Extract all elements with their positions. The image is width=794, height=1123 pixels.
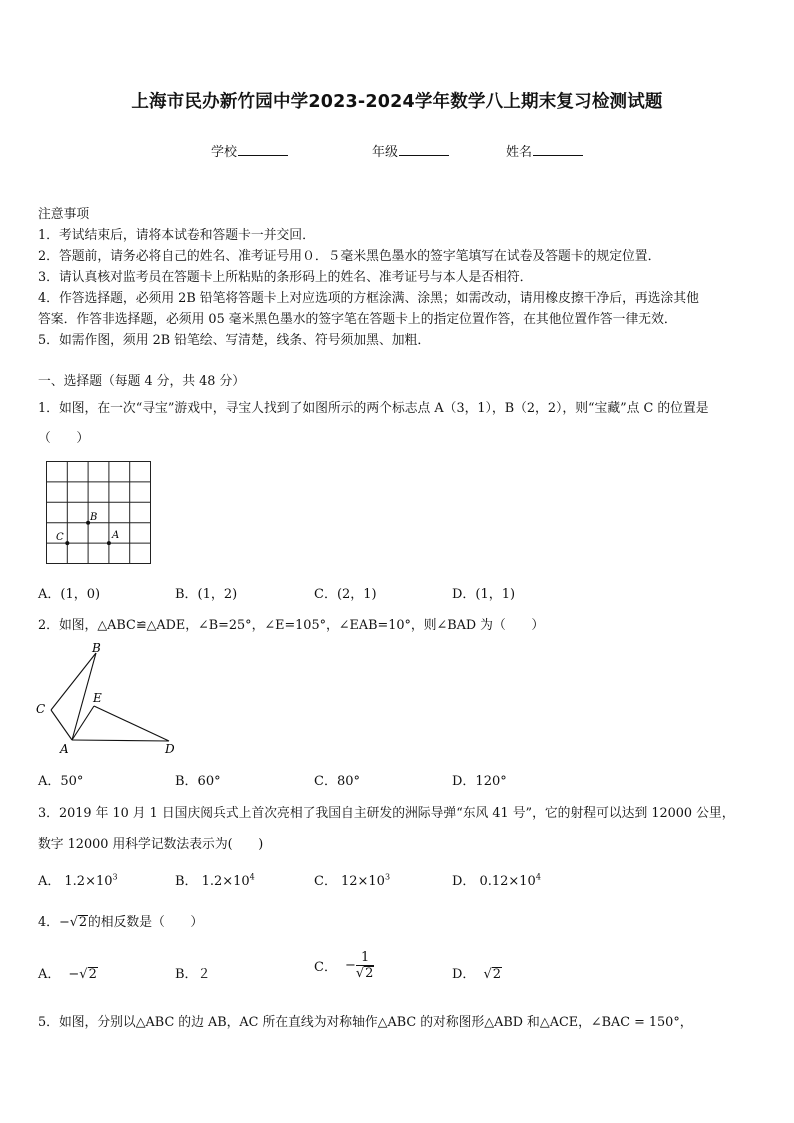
- notice-item: 5．如需作图，须用 2B 铅笔绘、写清楚，线条、符号须加黑、加粗．: [38, 333, 431, 348]
- grade-blank[interactable]: [399, 142, 449, 156]
- q2-triangle-figure: [34, 640, 180, 758]
- q2-option-c[interactable]: C．80°: [314, 774, 360, 789]
- q4-option-d[interactable]: D． √2: [452, 967, 502, 982]
- label-d: D: [165, 742, 175, 756]
- section-heading: 一、选择题（每题 4 分，共 48 分）: [38, 374, 246, 389]
- label-e: E: [93, 691, 102, 705]
- school-field[interactable]: [211, 141, 288, 160]
- notice-item: 3．请认真核对监考员在答题卡上所粘贴的条形码上的姓名、准考证号与本人是否相符．: [38, 270, 533, 285]
- q4-text: 4．−√2的相反数是（ ）: [38, 915, 204, 930]
- q5-text: 5．如图，分别以△ABC 的边 AB，AC 所在直线为对称轴作△ABC 的对称图形△ABD 和△ACE，∠BAC = 150°，: [38, 1015, 693, 1030]
- q1-option-b[interactable]: B．(1，2): [175, 587, 238, 602]
- q1-grid-figure: [44, 459, 154, 567]
- grade-label: 年级: [372, 145, 399, 160]
- q2-option-b[interactable]: B．60°: [175, 774, 221, 789]
- label-c: C: [56, 532, 64, 543]
- q3-option-d[interactable]: D． $0.12\times 10^4$: [452, 872, 541, 889]
- grade-field[interactable]: [372, 141, 449, 160]
- q1-option-d[interactable]: D．(1，1): [452, 587, 516, 602]
- page-title: 上海市民办新竹园中学2023-2024学年数学八上期末复习检测试题: [131, 92, 663, 112]
- notice-item: 4．作答选择题，必须用 2B 铅笔将答题卡上对应选项的方框涂满、涂黑；如需改动，请用橡皮擦干净后，再选涂其他: [38, 291, 699, 306]
- q3-option-b[interactable]: B． $1.2\times 10^4$: [175, 872, 255, 889]
- notice-item: 2．答题前，请务必将自己的姓名、准考证号用０．５毫米黑色墨水的签字笔填写在试卷及答题卡的规定位置．: [38, 249, 661, 264]
- sqrt-radicand: 2: [78, 915, 87, 930]
- notice-heading: 注意事项: [38, 207, 90, 222]
- school-blank[interactable]: [238, 142, 288, 156]
- q1-text: 1．如图，在一次“寻宝”游戏中，寻宝人找到了如图所示的两个标志点 A（3，1），B（2，2），则“宝藏”点 C 的位置是: [38, 401, 709, 416]
- school-label: 学校: [211, 145, 238, 160]
- q3-text-cont: 数字 12000 用科学记数法表示为( ): [38, 837, 264, 852]
- notice-item: 1．考试结束后，请将本试卷和答题卡一并交回．: [38, 228, 315, 243]
- label-a: A: [60, 742, 69, 756]
- q2-option-a[interactable]: A．50°: [38, 774, 84, 789]
- name-label: 姓名: [506, 145, 533, 160]
- label-b: B: [92, 641, 101, 655]
- notice-item: 答案．作答非选择题，必须用 05 毫米黑色墨水的签字笔在答题卡上的指定位置作答，在其他位置作答一律无效．: [38, 312, 677, 327]
- q3-text: 3．2019 年 10 月 1 日国庆阅兵式上首次亮相了我国自主研发的洲际导弹“东风 41 号”，它的射程可以达到 12000 公里，: [38, 806, 735, 821]
- q3-option-a[interactable]: A． $1.2\times 10^3$: [38, 872, 118, 889]
- q1-option-a[interactable]: A．(1，0): [38, 587, 101, 602]
- q1-blank: （ ）: [38, 431, 90, 446]
- point-c: [65, 541, 69, 545]
- q2-text: 2．如图，△ABC≌△ADE，∠B=25°，∠E=105°，∠EAB=10°，则∠BAD 为（ ）: [38, 618, 545, 633]
- q4-option-c[interactable]: C． − $\frac{1}{√2}$: [314, 950, 374, 981]
- name-blank[interactable]: [533, 142, 583, 156]
- label-b: B: [90, 512, 98, 523]
- q2-option-d[interactable]: D．120°: [452, 774, 507, 789]
- q3-option-c[interactable]: C． $12\times 10^3$: [314, 872, 391, 889]
- label-c: C: [36, 702, 46, 716]
- q4-option-b[interactable]: B．２: [175, 967, 211, 982]
- label-a: A: [112, 530, 120, 541]
- point-a: [107, 541, 111, 545]
- fraction: $\frac{1}{√2}$: [355, 950, 374, 981]
- q1-option-c[interactable]: C．(2，1): [314, 587, 377, 602]
- name-field[interactable]: [506, 141, 583, 160]
- q4-option-a[interactable]: A． −√2: [38, 967, 97, 982]
